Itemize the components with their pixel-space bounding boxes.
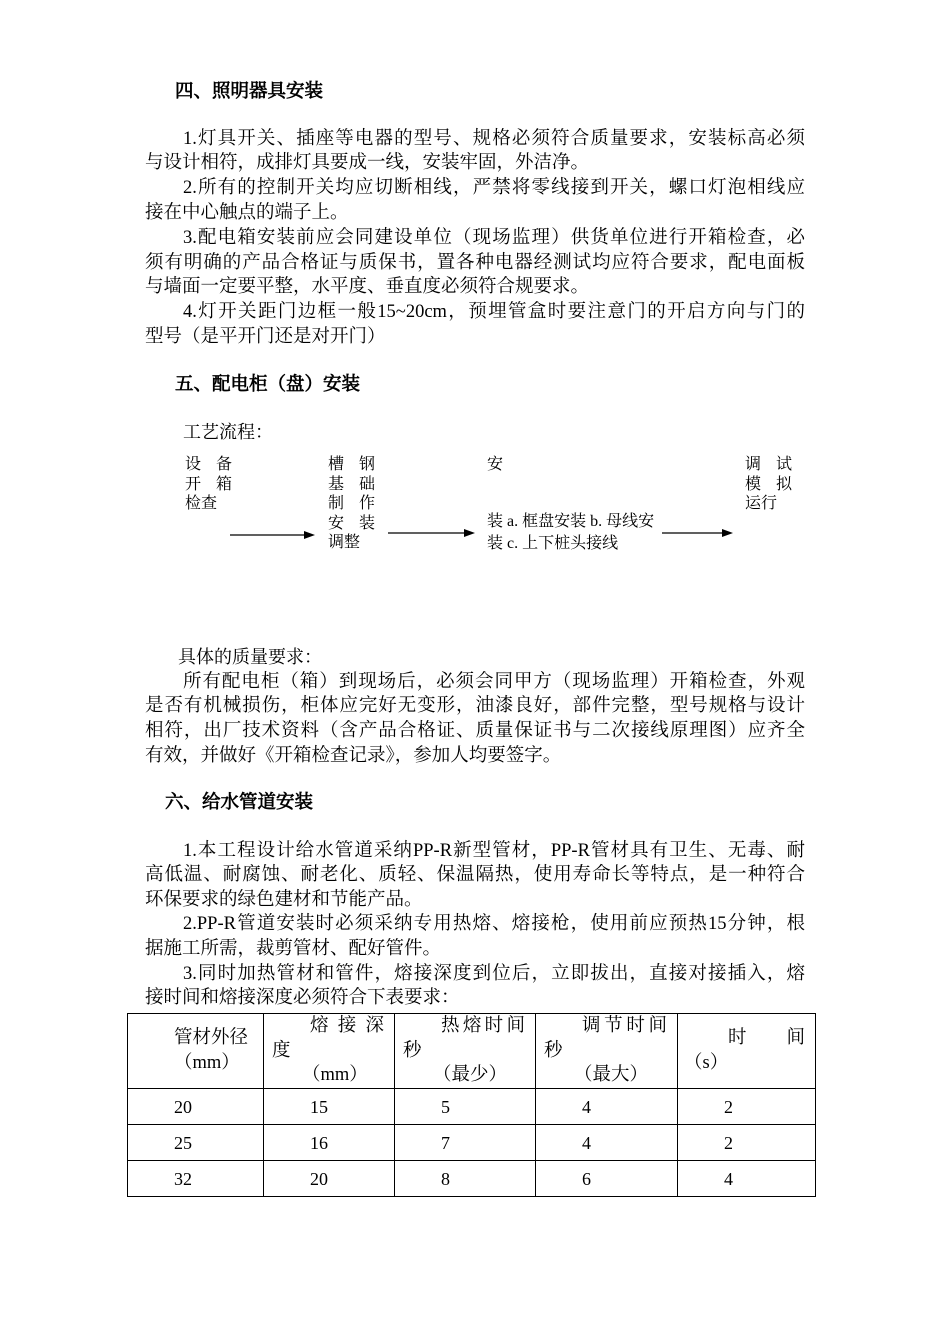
paragraph-line: 接时间和熔接深度必须符合下表要求： — [145, 988, 460, 1009]
flow-step-debug-trial-run — [745, 455, 792, 513]
flow-arrows — [0, 520, 950, 550]
paragraph-lighting-3 — [145, 226, 805, 300]
header-cell-pipe-diameter — [128, 1014, 264, 1089]
paragraph-line: 是否有机械损伤，柜体应完好无变形，油漆良好，部件完整，型号规格与设计 — [145, 696, 805, 717]
flow-arrow-head — [304, 531, 315, 539]
paragraph-line: 相符，出厂技术资料（含产品合格证、质量保证书与二次接线原理图）应齐全 — [145, 721, 805, 742]
paragraph-line: 接在中心触点的端子上。 — [145, 202, 349, 223]
header-line: 调节时间 — [582, 1016, 667, 1037]
header-line: 时间 — [728, 1028, 805, 1049]
table-cell — [264, 1161, 395, 1197]
flow-step-line: 安装 — [328, 514, 375, 532]
quality-requirements-label: 具体的质量要求： — [178, 647, 322, 667]
header-cell-time — [678, 1014, 816, 1089]
flow-step-line: 装 a. 框盘安装 b. 母线安 — [487, 513, 655, 530]
flow-step-line: 调试 — [745, 456, 792, 474]
section-lighting-body — [145, 127, 805, 350]
cell-value: 16 — [310, 1132, 328, 1153]
paragraph-line: 所有配电柜（箱）到现场后，必须会同甲方（现场监理）开箱检查，外观 — [183, 671, 805, 692]
paragraph-line: 1.灯具开关、插座等电器的型号、规格必须符合质量要求，安装标高必须 — [183, 128, 805, 149]
cell-value: 7 — [441, 1132, 450, 1153]
flow-step-line: 设备 — [185, 456, 232, 474]
paragraph-water-pipe-3 — [145, 962, 805, 1011]
table-cell — [128, 1125, 264, 1161]
table-cell — [678, 1125, 816, 1161]
flow-step-line: 调整 — [328, 533, 361, 551]
header-line: 管材外径 — [174, 1028, 249, 1049]
section-heading-water-pipe: 六、给水管道安装 — [165, 793, 314, 813]
paragraph-line: 环保要求的绿色建材和节能产品。 — [145, 889, 423, 910]
flow-arrow-2 — [388, 529, 475, 537]
cell-value: 20 — [174, 1096, 192, 1117]
paragraph-line: 1.本工程设计给水管道采纳PP-R新型管材，PP-R管材具有卫生、无毒、耐 — [183, 840, 805, 861]
flow-arrow-head — [722, 529, 733, 537]
paragraph-line: 据施工所需，裁剪管材、配好管件。 — [145, 938, 442, 959]
header-line: 热熔时间 — [441, 1016, 525, 1037]
paragraph-water-pipe-2 — [145, 912, 805, 961]
header-cell-adjust-time — [536, 1014, 678, 1089]
table-cell — [395, 1125, 536, 1161]
header-line: 度 — [272, 1040, 291, 1061]
fusion-parameters-table — [127, 1013, 816, 1197]
table-cell — [536, 1161, 678, 1197]
cell-value: 5 — [441, 1096, 450, 1117]
table-header-row — [128, 1014, 816, 1089]
paragraph-water-pipe-1 — [145, 839, 805, 913]
header-line: （最大） — [574, 1065, 649, 1086]
flow-step-line: 基础 — [328, 475, 375, 493]
paragraph-line: 与设计相符，成排灯具要成一线，安装牢固，外洁净。 — [145, 153, 590, 174]
cell-value: 4 — [724, 1168, 733, 1189]
header-cell-fusion-depth — [264, 1014, 395, 1089]
paragraph-line: 3.同时加热管材和管件，熔接深度到位后，立即拔出，直接对接插入，熔 — [183, 963, 805, 984]
paragraph-line: 2.PP-R管道安装时必须采纳专用热熔、熔接枪，使用前应预热15分钟，根 — [183, 914, 805, 935]
paragraph-line: 须有明确的产品合格证与质保书，置各种电器经测试均应符合要求，配电面板 — [145, 252, 805, 273]
table-cell — [264, 1125, 395, 1161]
flow-step-line: 模拟 — [745, 475, 792, 493]
flow-step-installation-head: 安 — [487, 456, 504, 473]
cell-value: 2 — [724, 1096, 733, 1117]
flow-arrow-3 — [662, 529, 733, 537]
flow-step-line: 槽钢 — [328, 456, 375, 474]
flow-step-line: 检查 — [185, 495, 218, 513]
flow-arrow-head — [464, 529, 475, 537]
table-cell — [536, 1089, 678, 1125]
cell-value: 2 — [724, 1132, 733, 1153]
flow-arrow-1 — [230, 531, 315, 539]
cell-value: 25 — [174, 1132, 192, 1153]
cell-value: 20 — [310, 1168, 328, 1189]
table-cell — [678, 1089, 816, 1125]
cell-value: 15 — [310, 1096, 328, 1117]
flow-step-line: 开箱 — [185, 475, 232, 493]
header-line: （mm） — [174, 1053, 240, 1073]
paragraph-line: 3.配电箱安装前应会同建设单位（现场监理）供货单位进行开箱检查，必 — [183, 227, 805, 248]
header-line: 熔接深 — [310, 1016, 384, 1037]
process-flow-label: 工艺流程： — [183, 422, 273, 442]
cell-value: 4 — [582, 1096, 591, 1117]
table-row — [128, 1089, 816, 1125]
paragraph-lighting-2 — [145, 176, 805, 226]
quality-requirements-body — [145, 670, 805, 769]
table-row — [128, 1161, 816, 1197]
paragraph-line: 与墙面一定要平整，水平度、垂直度必须符合规要求。 — [145, 277, 590, 298]
cell-value: 32 — [174, 1168, 192, 1189]
flow-step-unpacking-inspection — [185, 455, 232, 513]
table-cell — [536, 1125, 678, 1161]
header-cell-heating-time — [395, 1014, 536, 1089]
cell-value: 8 — [441, 1168, 450, 1189]
paragraph-lighting-1 — [145, 127, 805, 177]
table-cell — [395, 1161, 536, 1197]
table-cell — [264, 1089, 395, 1125]
header-line: （mm） — [302, 1065, 368, 1086]
paragraph-lighting-4 — [145, 300, 805, 350]
header-line: 秒 — [544, 1040, 563, 1061]
table-cell — [678, 1161, 816, 1197]
flow-step-line: 运行 — [745, 495, 778, 513]
paragraph-line: 高低温、耐腐蚀、耐老化、质轻、保温隔热，使用寿命长等特点，是一种符合 — [145, 865, 805, 886]
table-cell — [128, 1161, 264, 1197]
flow-step-line: 装 c. 上下桩头接线 — [487, 535, 619, 552]
paragraph-line: 2.所有的控制开关均应切断相线，严禁将零线接到开关，螺口灯泡相线应 — [183, 178, 805, 199]
table-cell — [395, 1089, 536, 1125]
cell-value: 6 — [582, 1168, 591, 1189]
header-line: 秒 — [403, 1040, 422, 1061]
section-heading-lighting: 四、照明器具安装 — [175, 82, 324, 102]
cell-value: 4 — [582, 1132, 591, 1153]
paragraph-line: 型号（是平开门还是对开门） — [145, 326, 386, 347]
table-row — [128, 1125, 816, 1161]
flow-step-line: 制作 — [328, 495, 375, 513]
paragraph-line: 有效，并做好《开箱检查记录》，参加人均要签字。 — [145, 745, 562, 766]
header-line: （最少） — [433, 1065, 508, 1086]
table-cell — [128, 1089, 264, 1125]
section-water-pipe-body — [145, 839, 805, 1011]
header-line: （s） — [684, 1053, 729, 1073]
paragraph-line: 4.灯开关距门边框一般15~20cm，预埋管盒时要注意门的开启方向与门的 — [183, 302, 805, 323]
section-heading-distribution-cabinet: 五、配电柜（盘）安装 — [175, 375, 361, 395]
